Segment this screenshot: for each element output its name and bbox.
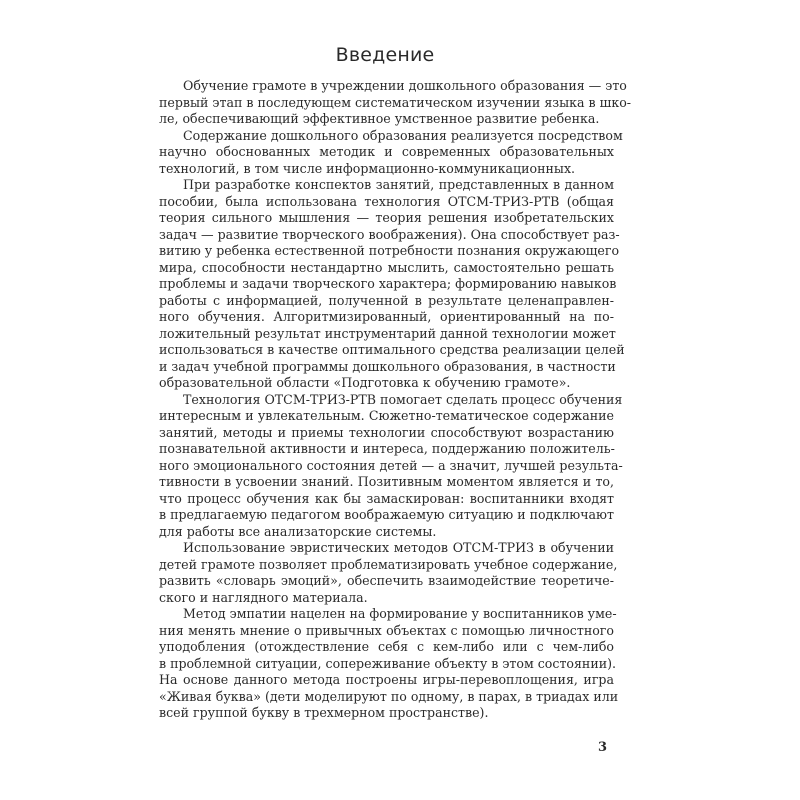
text-line: уподобления (отождествление себя с кем-либо или с чем-либо [159, 639, 614, 654]
text-line: ния менять мнение о привычных объектах с помощью личностного [159, 622, 614, 638]
text-line: «Живая буква» (дети моделируют по одному, в парах, в триадах или [159, 688, 619, 704]
text-line: технологий, в том числе информационно-коммуникационных. [159, 160, 576, 176]
text-line: первый этап в последующем систематическом изучении языка в шко- [159, 94, 632, 110]
text-line: витию у ребенка естественной потребности познания окружающего [159, 243, 620, 258]
body-text [159, 78, 632, 722]
text-line: образовательной области «Подготовка к обучению грамоте». [159, 375, 571, 390]
text-line: в проблемной ситуации, сопереживание объекту в этом состоянии). [159, 655, 617, 671]
text-line: теория сильного мышления — теория решения изобретательских [159, 210, 614, 225]
text-line: Содержание дошкольного образования реализуется посредством [183, 127, 623, 143]
text-line: Обучение грамоте в учреждении дошкольного образования — это [183, 78, 627, 93]
page-number: 3 [598, 740, 608, 755]
text-line: тивности в усвоении знаний. Позитивным моментом является и то, [159, 474, 614, 489]
text-line: познавательной активности и интереса, поддержанию положитель- [159, 441, 615, 456]
text-line: ле, обеспечивающий эффективное умственное развитие ребенка. [159, 111, 600, 126]
text-line: работы с информацией, полученной в результате целенаправлен- [159, 292, 614, 308]
text-line: мира, способности нестандартно мыслить, самостоятельно решать [159, 259, 614, 275]
text-line: что процесс обучения как бы замаскирован: воспитанники входят [159, 490, 614, 506]
text-line: всей группой букву в трехмерном пространстве). [159, 705, 489, 720]
text-line: При разработке конспектов занятий, представленных в данном [183, 177, 614, 192]
text-line: в предлагаемую педагогом воображаемую ситуацию и подключают [159, 507, 614, 522]
text-line: Использование эвристических методов ОТСМ-ТРИЗ в обучении [183, 540, 614, 555]
text-line: задач — развитие творческого воображения). Она способствует раз- [159, 226, 620, 242]
text-line: детей грамоте позволяет проблематизировать учебное содержание, [159, 556, 618, 572]
text-line: Технология ОТСМ-ТРИЗ-РТВ помогает сделать процесс обучения [183, 391, 623, 407]
text-line: ного обучения. Алгоритмизированный, ориентированный на по- [159, 309, 614, 324]
text-line: развить «словарь эмоций», обеспечить взаимодействие теоретиче- [159, 573, 614, 588]
text-line: для работы все анализаторские системы. [159, 523, 437, 539]
page-title: Введение [335, 44, 435, 66]
text-line: пособии, была использована технология ОТСМ-ТРИЗ-РТВ (общая [159, 193, 614, 209]
text-line: ложительный результат инструментарий данной технологии может [159, 325, 616, 341]
text-line: и задач учебной программы дошкольного образования, в частности [159, 358, 616, 374]
text-line: Метод эмпатии нацелен на формирование у воспитанников уме- [183, 606, 617, 621]
text-line: интересным и увлекательным. Сюжетно-тематическое содержание [159, 408, 614, 423]
text-line: На основе данного метода построены игры-перевоплощения, игра [159, 672, 614, 687]
text-line: проблемы и задачи творческого характера; формированию навыков [159, 276, 617, 291]
text-line: ного эмоционального состояния детей — а значит, лучшей результа- [159, 457, 623, 473]
text-line: использоваться в качестве оптимального средства реализации целей [159, 342, 625, 357]
text-line: ского и наглядного материала. [159, 589, 368, 605]
text-line: занятий, методы и приемы технологии способствуют возрастанию [159, 424, 614, 440]
text-line: научно обоснованных методик и современных образовательных [159, 144, 614, 159]
